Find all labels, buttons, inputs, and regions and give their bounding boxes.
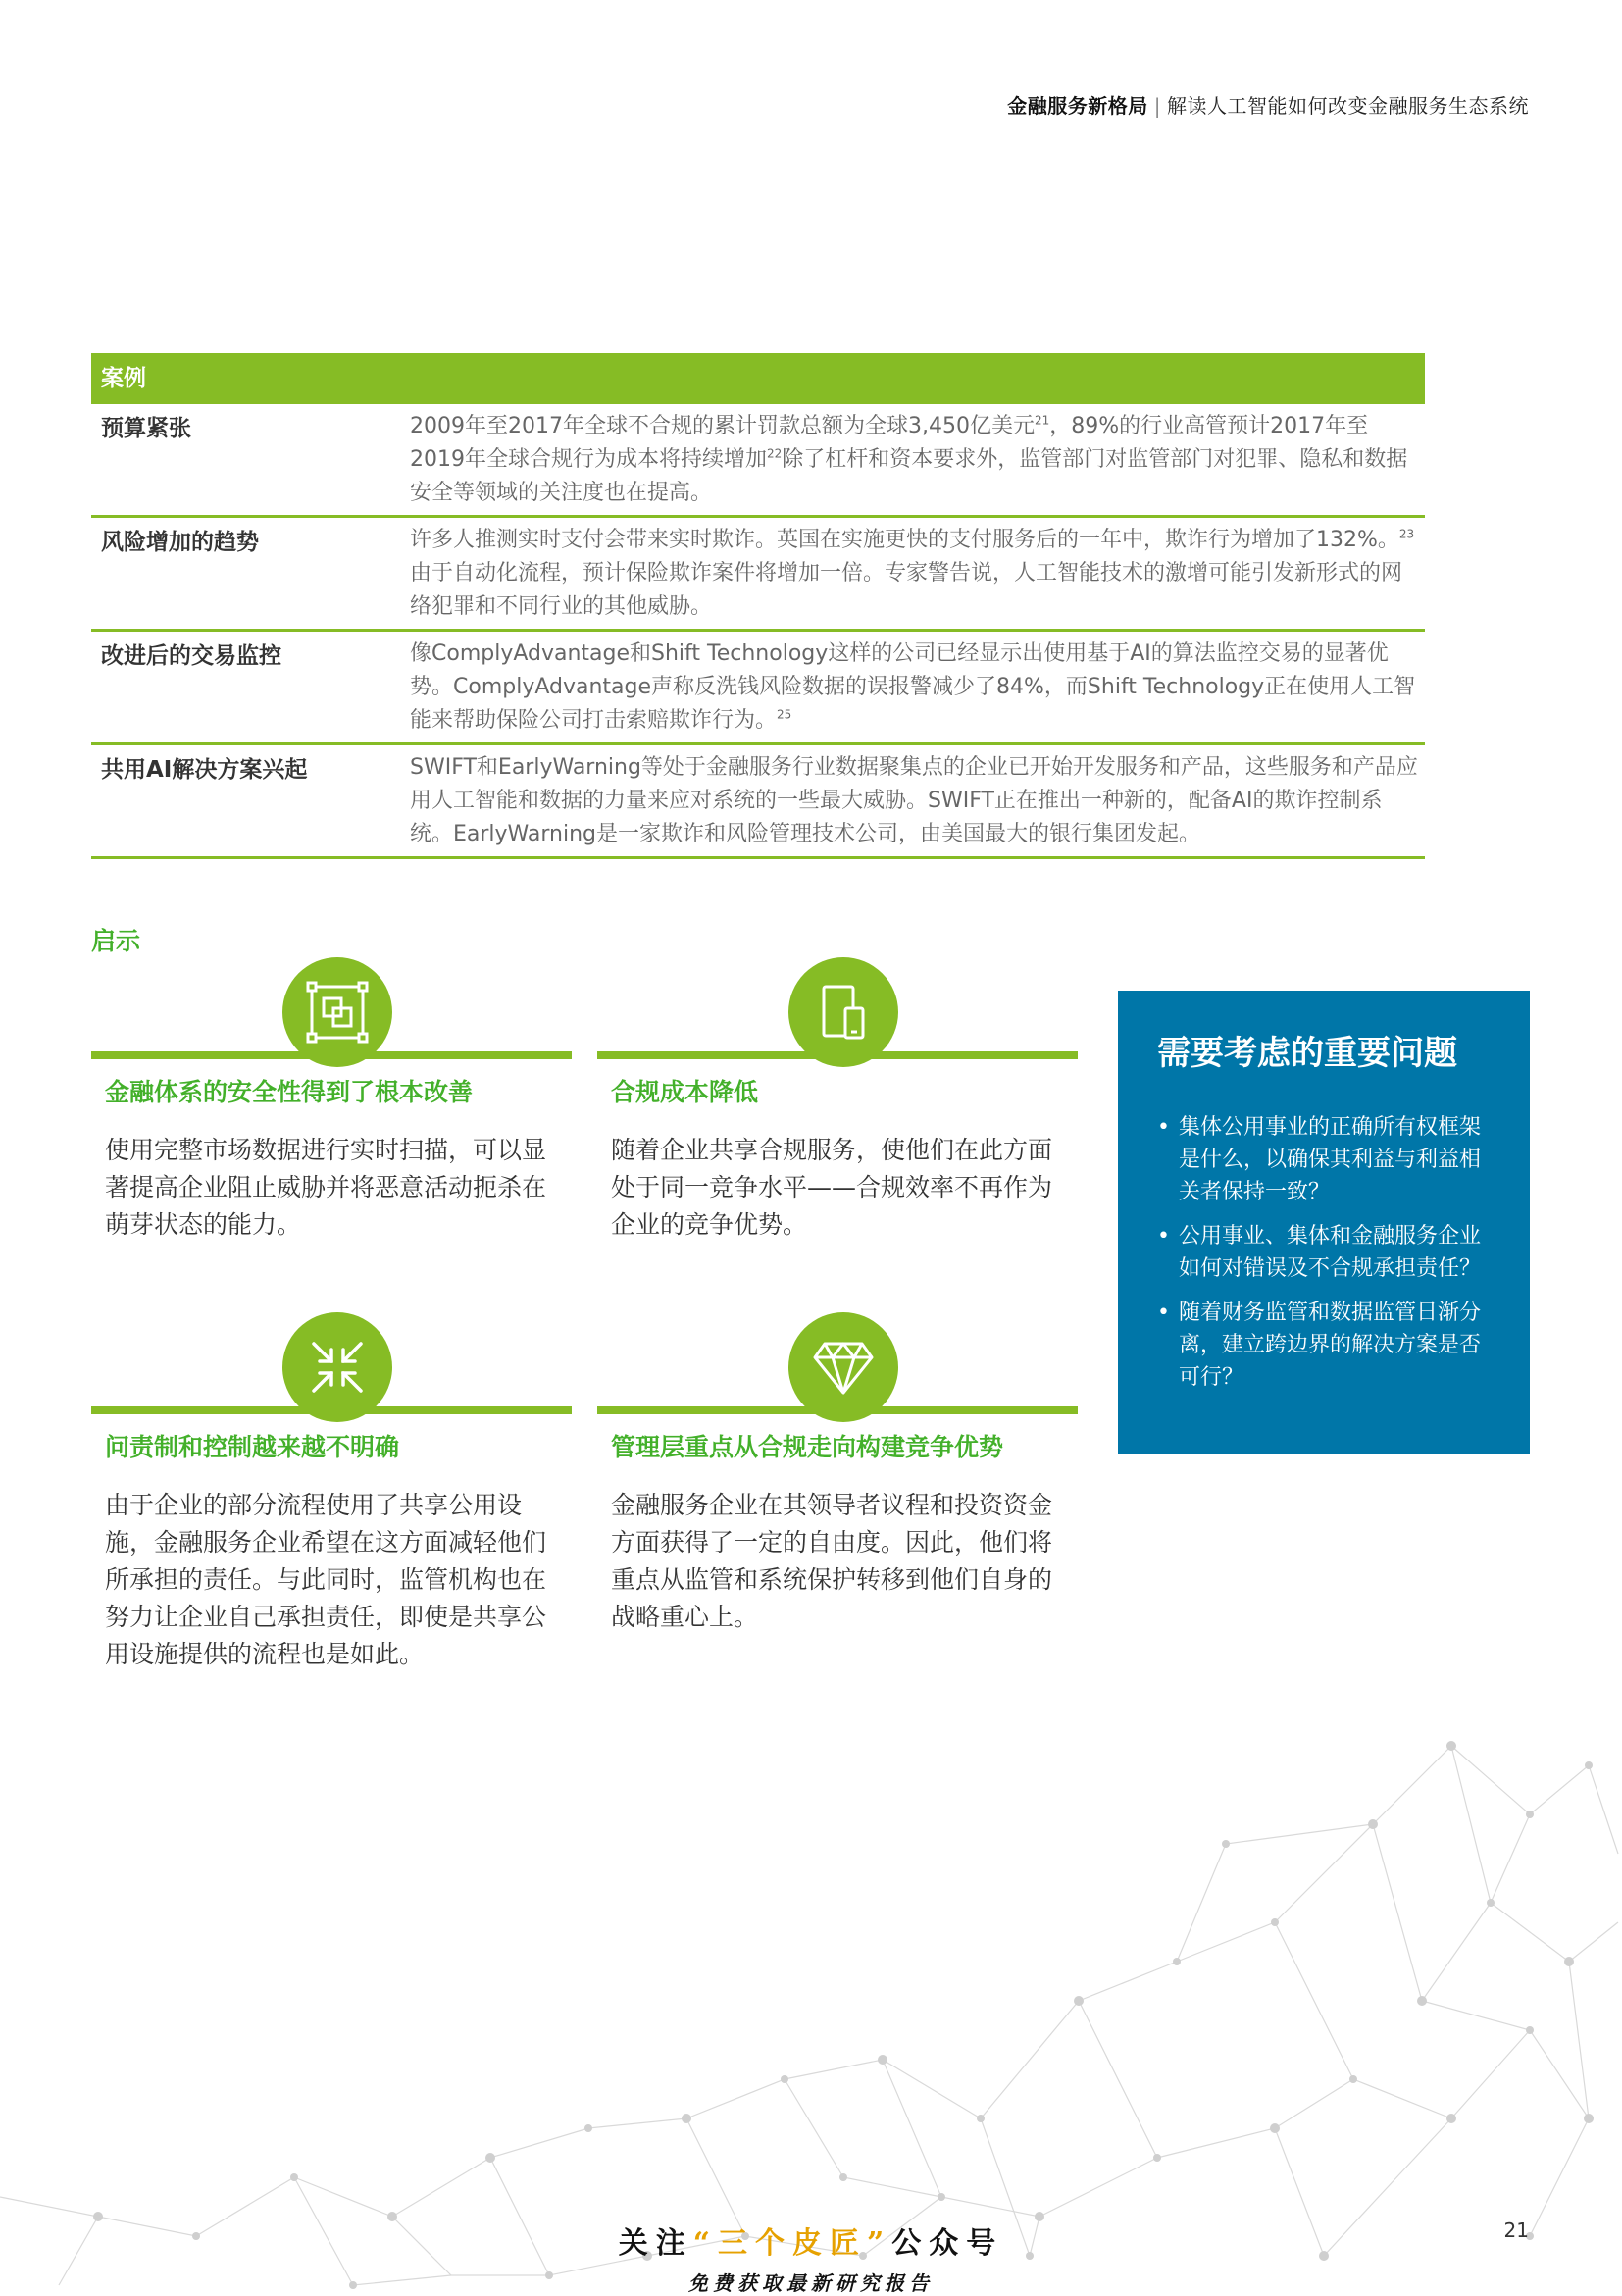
case-row-label: 共用AI解决方案兴起 — [101, 757, 308, 783]
case-table-heading: 案例 — [91, 353, 1425, 404]
card-body: 由于企业的部分流程使用了共享公用设施，金融服务企业希望在这方面减轻他们所承担的责任。与此同时，监管机构也在努力让企业自己承担责任，即使是共享公用设施提供的流程也是如此。 — [105, 1491, 547, 1668]
card-divider — [91, 1051, 572, 1059]
list-item: • 集体公用事业的正确所有权框架是什么，以确保其利益与利益相关者保持一致？ — [1157, 1111, 1500, 1208]
insights-heading: 启示 — [91, 927, 141, 955]
case-row-text: SWIFT和EarlyWarning等处于金融服务行业数据聚集点的企业已开始开发服务和产品，这些服务和产品应用人工智能和数据的力量来应对系统的一些最大威胁。SWIFT正在推出一种新的，配备AI的欺诈控制系统。EarlyWarning是一家欺诈和风险管理技术公司，由美国最大的银行集团发起。 — [410, 755, 1418, 846]
card-title: 金融体系的安全性得到了根本改善 — [105, 1078, 474, 1106]
case-row-text: 像ComplyAdvantage和Shift Technology这样的公司已经显示出使用基于AI的算法监控交易的显著优势。ComplyAdvantage声称反洗钱风险数据的误报警减少了84%，而Shift Technology正在使用人工智能来帮助保险公司打击索赔欺诈行为。$^{25}$ — [410, 641, 1416, 733]
footer-subline: 免费获取最新研究报告 — [688, 2271, 934, 2295]
case-row-label: 预算紧张 — [101, 416, 191, 441]
case-row-budget — [91, 404, 1425, 518]
page-number: 21 — [1503, 2219, 1529, 2242]
card-title: 管理层重点从合规走向构建竞争优势 — [611, 1433, 1004, 1461]
case-row-label: 风险增加的趋势 — [101, 530, 259, 555]
case-row-text: 许多人推测实时支付会带来实时欺诈。英国在实施更快的支付服务后的一年中，欺诈行为增加了132%。$^{23}$由于自动化流程，预计保险欺诈案件将增加一倍。专家警告说，人工智能技术的激增可能引发新形式的网络犯罪和不同行业的其他威胁。 — [410, 527, 1415, 619]
card-title: 合规成本降低 — [611, 1078, 759, 1106]
list-item: • 随着财务监管和数据监管日渐分离，建立跨边界的解决方案是否可行？ — [1157, 1297, 1500, 1394]
case-row-label: 改进后的交易监控 — [101, 643, 281, 669]
report-subtitle: 解读人工智能如何改变金融服务生态系统 — [1167, 94, 1529, 118]
card-divider — [91, 1406, 572, 1414]
card-title: 问责制和控制越来越不明确 — [105, 1433, 400, 1461]
network-background-graphic — [0, 1707, 1622, 2294]
list-item: • 公用事业、集体和金融服务企业如何对错误及不合规承担责任？ — [1157, 1220, 1500, 1285]
key-questions-box — [1118, 991, 1530, 1454]
case-row-shared-ai — [91, 745, 1425, 859]
card-body: 随着企业共享合规服务，使他们在此方面处于同一竞争水平——合规效率不再作为企业的竞争优势。 — [611, 1136, 1053, 1239]
footer-wechat-line: 关注“三个皮匠”公众号 — [618, 2226, 1004, 2261]
running-header — [1007, 90, 1529, 119]
card-divider — [597, 1051, 1078, 1059]
case-row-text: 2009年至2017年全球不合规的累计罚款总额为全球3,450亿美元$^{21}$，89%的行业高管预计2017年至2019年全球合规行为成本将持续增加$^{22}$除了杠杆和资本要求外，监管部门对监管部门对犯罪、隐私和数据安全等领域的关注度也在提高。 — [410, 413, 1408, 505]
key-questions-list — [1157, 1111, 1500, 1394]
key-questions-title: 需要考虑的重要问题 — [1157, 1034, 1457, 1073]
case-table — [91, 353, 1425, 859]
card-divider — [597, 1406, 1078, 1414]
header-separator: | — [1153, 94, 1161, 118]
card-body: 金融服务企业在其领导者议程和投资资金方面获得了一定的自由度。因此，他们将重点从监管和系统保护转移到他们自身的战略重心上。 — [611, 1491, 1053, 1631]
case-row-monitoring — [91, 632, 1425, 745]
card-body: 使用完整市场数据进行实时扫描，可以显著提高企业阻止威胁并将恶意活动扼杀在萌芽状态的能力。 — [105, 1136, 547, 1239]
case-row-risk — [91, 518, 1425, 632]
report-title: 金融服务新格局 — [1007, 94, 1148, 118]
